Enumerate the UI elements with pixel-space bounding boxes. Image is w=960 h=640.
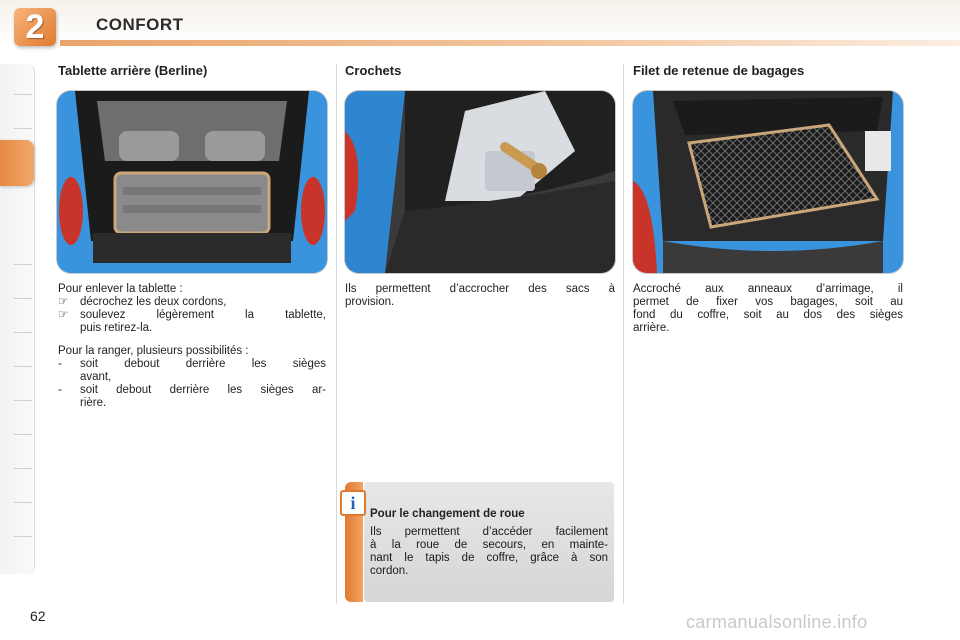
chapter-tab[interactable] (14, 128, 32, 129)
paragraph: Pour enlever la tablette : (58, 283, 183, 295)
info-box-text (370, 526, 608, 578)
page-number: 62 (30, 608, 46, 624)
list-item (58, 296, 326, 309)
list-item (58, 309, 326, 335)
text-block-crochets (345, 283, 615, 309)
photo-hooks (345, 91, 615, 273)
chapter-tab[interactable] (14, 264, 32, 265)
list-item-text: décrochez les deux cordons, (80, 296, 227, 308)
hand-pointer-icon: ☞ (58, 309, 69, 321)
chapter-tab-active[interactable] (0, 140, 34, 186)
list-item-text: soit debout derrière les sièges (80, 358, 326, 370)
hand-pointer-icon: ☞ (58, 296, 69, 308)
info-box-title: Pour le changement de roue (370, 508, 525, 520)
paragraph-line: Ils permettent d’accrocher des sacs à (345, 283, 615, 295)
info-line: cordon. (370, 565, 409, 577)
chapter-tab[interactable] (14, 468, 32, 469)
paragraph-line: permet de fixer vos bagages, soit au (633, 296, 903, 308)
list-item-text: soulevez légèrement la tablette, (80, 309, 326, 321)
chapter-tab[interactable] (14, 536, 32, 537)
list-item (58, 358, 326, 384)
paragraph-line: fond du coffre, soit au dos des sièges (633, 309, 903, 321)
paragraph-line: arrière. (633, 322, 670, 334)
chapter-tab[interactable] (14, 332, 32, 333)
list-item-text: rière. (80, 397, 107, 409)
info-line: Ils permettent d’accéder facilement (370, 526, 608, 538)
list-item-text: soit debout derrière les sièges ar- (80, 384, 326, 396)
paragraph: Pour la ranger, plusieurs possibilités : (58, 345, 249, 357)
list-item (58, 384, 326, 410)
chapter-tab[interactable] (14, 94, 32, 95)
chapter-tab[interactable] (14, 434, 32, 435)
text-block-filet (633, 283, 903, 335)
info-line: nant le tapis de coffre, grâce à son (370, 552, 608, 564)
chapter-tab[interactable] (14, 400, 32, 401)
dash-marker: - (58, 384, 62, 396)
section-title-crochets: Crochets (345, 63, 402, 78)
list-item-text: puis retirez-la. (80, 322, 153, 334)
text-block-tablette (58, 283, 326, 410)
chapter-tab[interactable] (14, 502, 32, 503)
chapter-badge: 2 (14, 8, 56, 46)
header-rule (60, 40, 960, 46)
chapter-tab[interactable] (14, 298, 32, 299)
photo-luggage-net (633, 91, 903, 273)
section-title-filet: Filet de retenue de bagages (633, 63, 805, 78)
section-title-tablette: Tablette arrière (Berline) (58, 63, 208, 78)
column-divider (623, 64, 624, 604)
dash-marker: - (58, 358, 62, 370)
list-item-text: avant, (80, 371, 112, 383)
info-line: à la roue de secours, en mainte- (370, 539, 608, 551)
paragraph-line: provision. (345, 296, 395, 308)
chapter-tab[interactable] (14, 366, 32, 367)
watermark-text: carmanualsonline.info (686, 612, 868, 632)
photo-rear-shelf (57, 91, 327, 273)
column-divider (336, 64, 337, 604)
chapter-title: CONFORT (96, 15, 184, 34)
paragraph-line: Accroché aux anneaux d’arrimage, il (633, 283, 903, 295)
info-icon: i (340, 490, 366, 516)
